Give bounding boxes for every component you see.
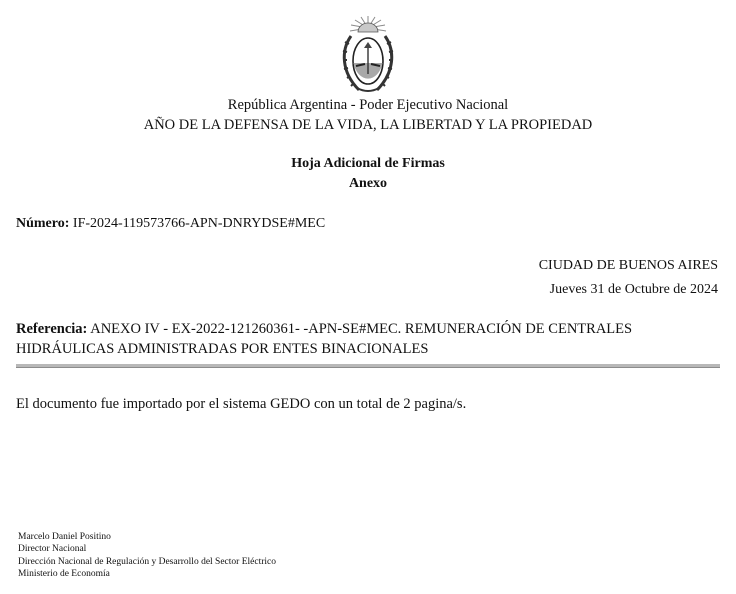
document-date: Jueves 31 de Octubre de 2024	[549, 282, 718, 297]
signature-block	[18, 531, 276, 580]
number-label: Número:	[16, 216, 70, 231]
coat-of-arms-icon	[337, 14, 399, 96]
document-reference	[16, 319, 716, 359]
reference-value: ANEXO IV - EX-2022-121260361- -APN-SE#MEC. REMUNERACIÓN DE CENTRALES HIDRÁULICAS ADMINISTRADAS POR ENTES BINACIONALES	[16, 321, 633, 357]
document-body: El documento fue importado por el sistema GEDO con un total de 2 pagina/s.	[16, 396, 467, 412]
signer-ministry: Ministerio de Economía	[18, 568, 110, 579]
document-title: Hoja Adicional de Firmas	[291, 156, 445, 171]
signer-position: Director Nacional	[18, 544, 87, 555]
document-city: CIUDAD DE BUENOS AIRES	[538, 258, 718, 273]
number-value: IF-2024-119573766-APN-DNRYDSE#MEC	[72, 216, 326, 231]
header-republic: República Argentina - Poder Ejecutivo Nacional	[227, 97, 509, 113]
document-number	[16, 216, 325, 232]
document-subtitle: Anexo	[348, 176, 388, 191]
signer-name: Marcelo Daniel Positino	[18, 532, 111, 542]
header-motto: AÑO DE LA DEFENSA DE LA VIDA, LA LIBERTAD Y LA PROPIEDAD	[143, 117, 593, 133]
signer-office: Dirección Nacional de Regulación y Desarrollo del Sector Eléctrico	[18, 556, 276, 567]
reference-label: Referencia:	[16, 321, 88, 337]
horizontal-divider	[16, 364, 720, 368]
